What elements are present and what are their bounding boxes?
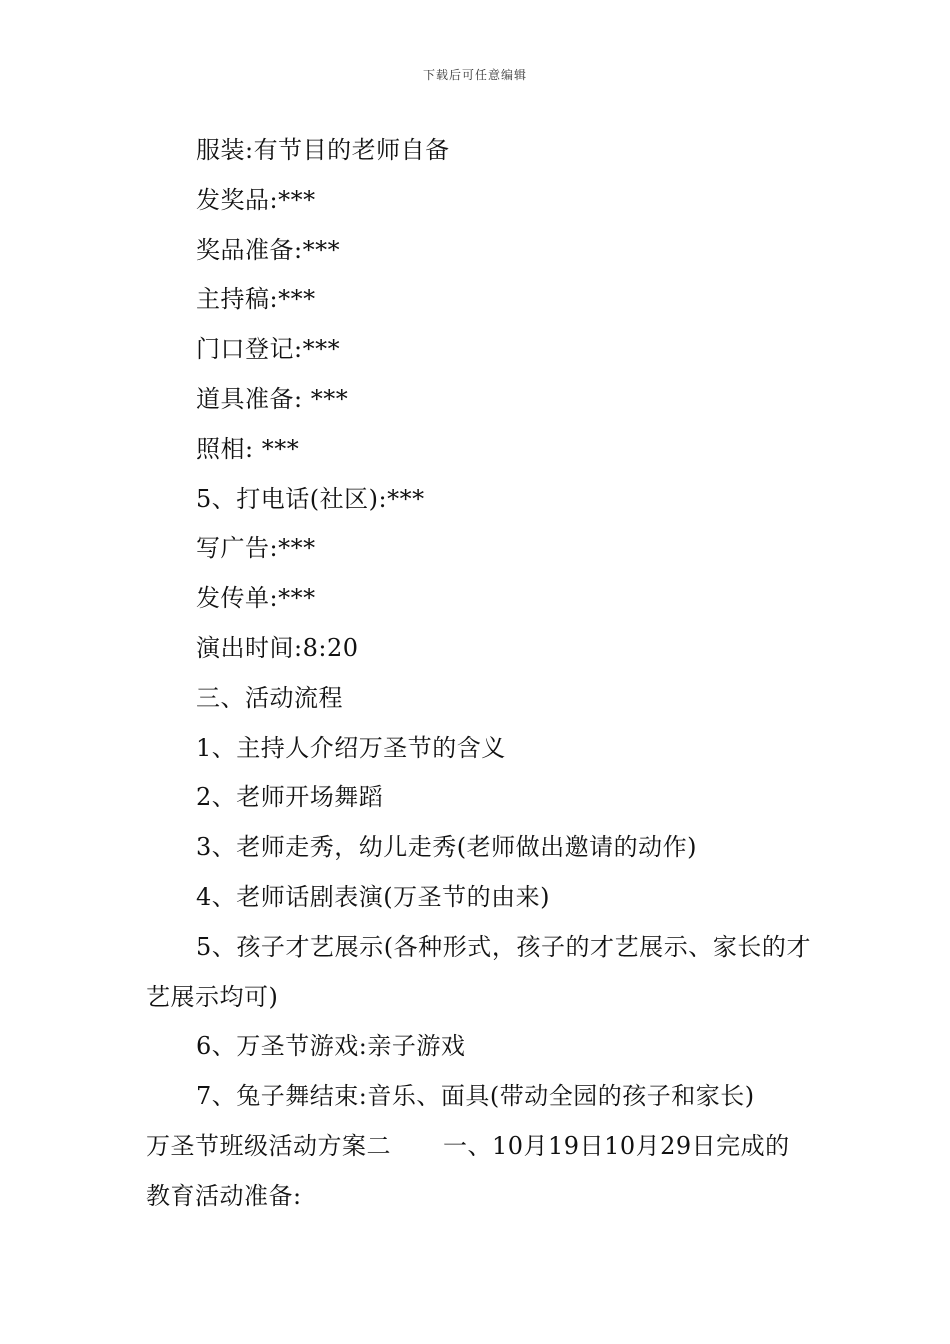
plan2-paragraph <box>146 1122 811 1222</box>
flow-step-3: 3、老师走秀，幼儿走秀(老师做出邀请的动作) <box>196 833 697 862</box>
line-door-registration: 门口登记:*** <box>196 335 341 364</box>
plan2-title: 万圣节班级活动方案二 <box>146 1131 391 1160</box>
line-write-ads: 写广告:*** <box>196 534 316 563</box>
line-award-prizes: 发奖品:*** <box>196 185 316 214</box>
plan2-text: 一、10月19日10月29日完成的教育活动准备: <box>146 1131 790 1210</box>
flow-step-5: 5、孩子才艺展示(各种形式，孩子的才艺展示、家长的才艺展示均可) <box>146 932 811 1011</box>
flow-step-6: 6、万圣节游戏:亲子游戏 <box>196 1032 466 1061</box>
flow-step-2: 2、老师开场舞蹈 <box>196 783 384 812</box>
line-prize-preparation: 奖品准备:*** <box>196 235 341 264</box>
line-flyers: 发传单:*** <box>196 584 316 613</box>
line-host-script: 主持稿:*** <box>196 285 316 314</box>
document-body <box>146 126 811 1222</box>
flow-step-7: 7、兔子舞结束:音乐、面具(带动全园的孩子和家长) <box>196 1082 755 1111</box>
line-photography: 照相: *** <box>196 434 300 463</box>
flow-step-1: 1、主持人介绍万圣节的含义 <box>196 733 506 762</box>
line-costume: 服装:有节目的老师自备 <box>196 136 450 164</box>
section-heading-activity-flow: 三、活动流程 <box>196 683 343 712</box>
line-phone-calls: 5、打电话(社区):*** <box>196 484 425 513</box>
flow-step-4: 4、老师话剧表演(万圣节的由来) <box>196 882 550 911</box>
page-header-note: 下载后可任意编辑 <box>422 68 527 82</box>
line-show-time: 演出时间:8:20 <box>196 633 359 662</box>
line-props-preparation: 道具准备: *** <box>196 384 349 413</box>
